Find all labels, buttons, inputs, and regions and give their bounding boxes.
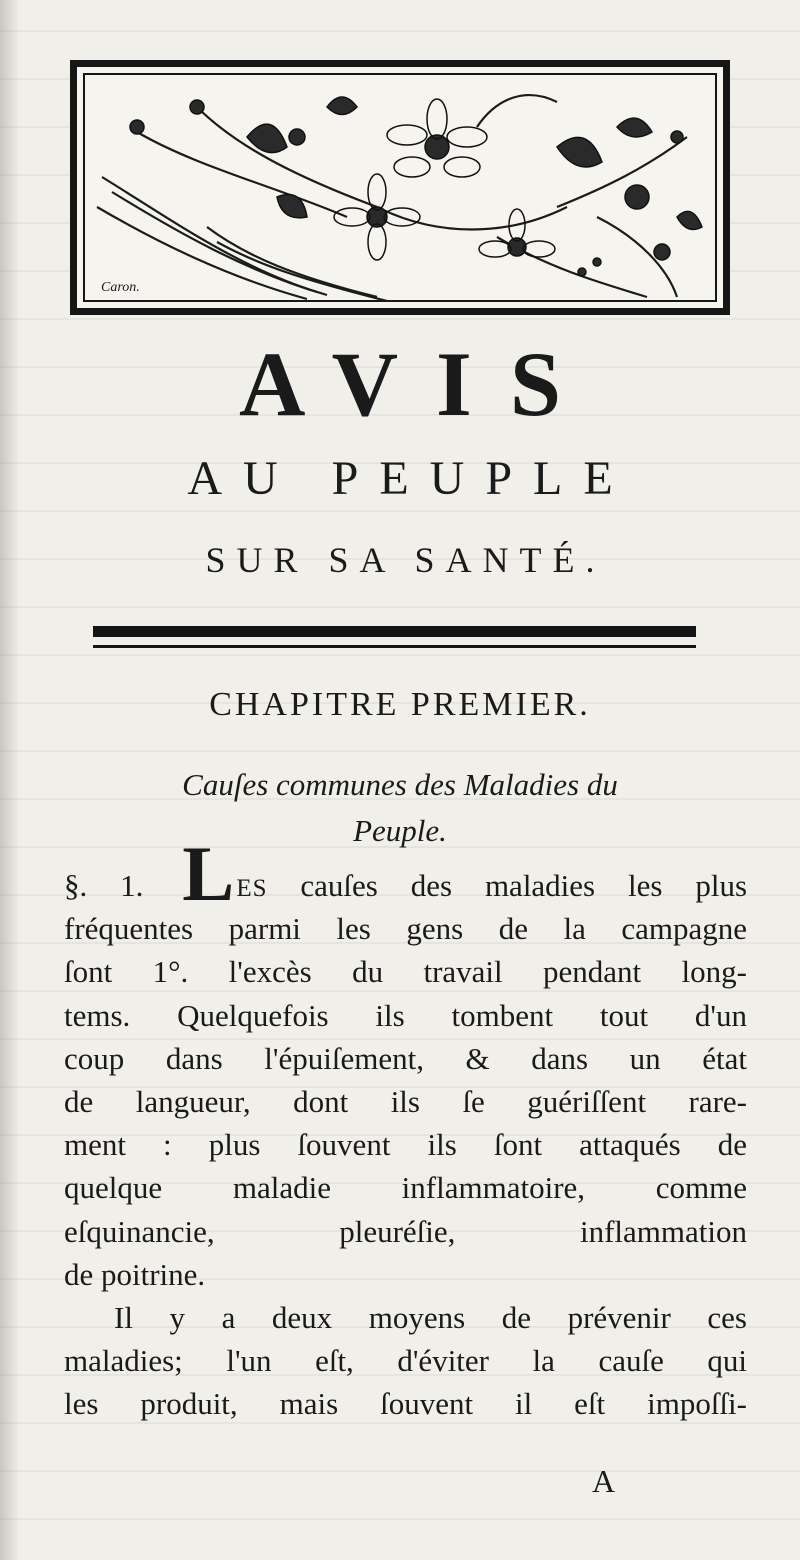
- body-line: maladies; l'un eſt, d'éviter la cauſe qui: [64, 1343, 747, 1379]
- section-mark: §. 1.: [64, 868, 144, 903]
- double-rule-thin: [93, 645, 696, 648]
- chapter-subtitle-line-2: Peuple.: [353, 813, 447, 848]
- body-line: tems. Quelquefois ils tombent tout d'un: [64, 997, 747, 1033]
- body-line: de langueur, dont ils ſe guériſſent rare-: [64, 1083, 747, 1119]
- body-line: quelque maladie inflammatoire, comme: [64, 1170, 747, 1206]
- drop-cap-continuation: ES: [236, 875, 268, 902]
- title-line-avis: AVIS: [239, 333, 599, 435]
- ornamental-headpiece: [70, 60, 730, 315]
- body-line: eſquinancie, pleuréſie, inflammation: [64, 1213, 747, 1249]
- catchword: A: [592, 1463, 616, 1499]
- body-line: les produit, mais ſouvent il eſt impoſſi-: [64, 1386, 747, 1422]
- title-line-peuple: AU PEUPLE: [187, 452, 634, 505]
- title-line-sante: SUR SA SANTÉ.: [205, 540, 606, 580]
- drop-cap: L: [182, 830, 235, 917]
- body-line: coup dans l'épuiſement, & dans un état: [64, 1040, 747, 1076]
- body-line: ſont 1°. l'excès du travail pendant long-: [64, 954, 747, 990]
- chapter-heading: CHAPITRE PREMIER.: [209, 686, 591, 723]
- chapter-subtitle: [75, 762, 725, 854]
- chapter-subtitle-line-1: Cauſes communes des Maladies du: [182, 767, 618, 802]
- body-line: de poitrine.: [64, 1256, 206, 1292]
- body-line: fréquentes parmi les gens de la campagne: [64, 911, 747, 947]
- body-line: Il y a deux moyens de prévenir ces: [114, 1299, 747, 1335]
- page-gutter: [0, 0, 18, 1560]
- engraver-signature: Caron.: [101, 280, 140, 295]
- floral-engraving-icon: [77, 67, 723, 308]
- double-rule-thick: [93, 626, 696, 637]
- body-line: ment : plus ſouvent ils ſont attaqués de: [64, 1127, 747, 1163]
- body-line-text: cauſes des maladies les plus: [300, 868, 748, 903]
